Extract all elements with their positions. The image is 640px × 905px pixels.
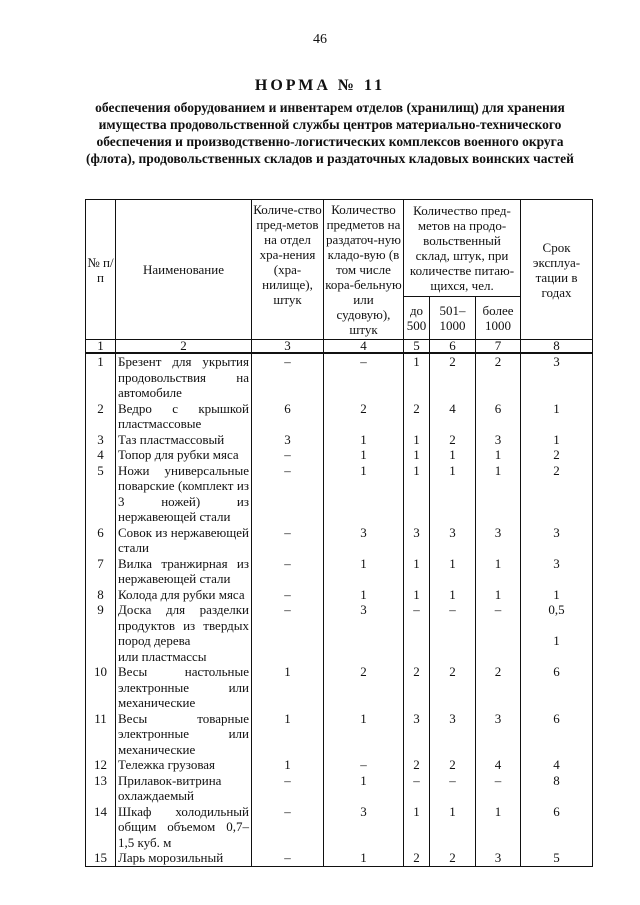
item-name: Ведро с крышкой пластмассовые: [116, 401, 252, 432]
warehouse-qty-501-1000: 1: [430, 447, 476, 463]
dispense-qty: 3: [324, 804, 404, 851]
table-row: [86, 556, 593, 587]
storage-qty: –: [252, 587, 324, 603]
service-term: 6: [521, 664, 593, 711]
warehouse-qty-up-to-500: 1: [404, 463, 430, 525]
warehouse-qty-501-1000: 2: [430, 353, 476, 401]
row-number: 15: [86, 850, 116, 866]
storage-qty: 6: [252, 401, 324, 432]
header-service-term: Срок эксплуа-тации в годах: [521, 200, 593, 340]
warehouse-qty-up-to-500: 3: [404, 711, 430, 758]
item-name: Весы товарные электронные или механические: [116, 711, 252, 758]
warehouse-qty-up-to-500: 3: [404, 525, 430, 556]
row-number: 8: [86, 587, 116, 603]
warehouse-qty-over-1000: –: [476, 602, 521, 664]
row-number: 10: [86, 664, 116, 711]
row-number: 9: [86, 602, 116, 664]
column-number: 4: [324, 340, 404, 354]
warehouse-qty-up-to-500: 2: [404, 664, 430, 711]
dispense-qty: 2: [324, 664, 404, 711]
warehouse-qty-501-1000: 1: [430, 587, 476, 603]
item-name: Топор для рубки мяса: [116, 447, 252, 463]
table-row: [86, 525, 593, 556]
storage-qty: 1: [252, 664, 324, 711]
warehouse-qty-over-1000: 3: [476, 432, 521, 448]
row-number: 6: [86, 525, 116, 556]
warehouse-qty-up-to-500: –: [404, 773, 430, 804]
column-number: 3: [252, 340, 324, 354]
header-over-1000: более 1000: [476, 297, 521, 340]
table-row: [86, 463, 593, 525]
table-row: [86, 447, 593, 463]
table-row: [86, 757, 593, 773]
warehouse-qty-up-to-500: 1: [404, 556, 430, 587]
table-row: [86, 773, 593, 804]
column-numbers-row: [86, 340, 593, 354]
service-term: 0,5 1: [521, 602, 593, 664]
item-name: Вилка транжирная из нержавеющей стали: [116, 556, 252, 587]
warehouse-qty-501-1000: –: [430, 602, 476, 664]
header-dispense-qty: Количество предметов на раздаточ-ную кладо-вую (в том числе кора-бельную или судовую), штук: [324, 200, 404, 340]
dispense-qty: 1: [324, 432, 404, 448]
service-term: 2: [521, 447, 593, 463]
storage-qty: –: [252, 525, 324, 556]
storage-qty: –: [252, 556, 324, 587]
dispense-qty: 1: [324, 587, 404, 603]
warehouse-qty-over-1000: 1: [476, 447, 521, 463]
table-row: [86, 587, 593, 603]
row-number: 5: [86, 463, 116, 525]
warehouse-qty-501-1000: 2: [430, 664, 476, 711]
table-row: [86, 602, 593, 664]
item-name: Весы настольные электронные или механические: [116, 664, 252, 711]
table-row: [86, 850, 593, 866]
dispense-qty: 1: [324, 850, 404, 866]
service-term: 6: [521, 804, 593, 851]
warehouse-qty-501-1000: 2: [430, 850, 476, 866]
item-name: Колода для рубки мяса: [116, 587, 252, 603]
dispense-qty: 1: [324, 711, 404, 758]
warehouse-qty-up-to-500: 1: [404, 804, 430, 851]
warehouse-qty-over-1000: 2: [476, 664, 521, 711]
warehouse-qty-501-1000: 1: [430, 556, 476, 587]
warehouse-qty-up-to-500: 2: [404, 757, 430, 773]
dispense-qty: 1: [324, 773, 404, 804]
warehouse-qty-over-1000: 2: [476, 353, 521, 401]
warehouse-qty-up-to-500: 1: [404, 587, 430, 603]
row-number: 11: [86, 711, 116, 758]
service-term: 6: [521, 711, 593, 758]
norm-table: [85, 199, 593, 867]
row-number: 3: [86, 432, 116, 448]
service-term: 4: [521, 757, 593, 773]
item-name: Ларь морозильный: [116, 850, 252, 866]
service-term: 8: [521, 773, 593, 804]
row-number: 13: [86, 773, 116, 804]
header-name: Наименование: [116, 200, 252, 340]
storage-qty: –: [252, 463, 324, 525]
row-number: 1: [86, 353, 116, 401]
warehouse-qty-501-1000: 3: [430, 525, 476, 556]
warehouse-qty-up-to-500: 2: [404, 850, 430, 866]
row-number: 14: [86, 804, 116, 851]
storage-qty: –: [252, 804, 324, 851]
storage-qty: –: [252, 447, 324, 463]
item-name: Ножи универсальные поварские (комплект из 3 ножей) из нержавеющей стали: [116, 463, 252, 525]
storage-qty: –: [252, 850, 324, 866]
item-name: Доска для разделки продуктов из твердых пород дерева или пластмассы: [116, 602, 252, 664]
dispense-qty: 1: [324, 447, 404, 463]
table-row: [86, 711, 593, 758]
service-term: 1: [521, 432, 593, 448]
warehouse-qty-over-1000: 3: [476, 525, 521, 556]
service-term: 1: [521, 587, 593, 603]
header-501-1000: 501– 1000: [430, 297, 476, 340]
dispense-qty: 2: [324, 401, 404, 432]
item-name: Брезент для укрытия продовольствия на автомобиле: [116, 353, 252, 401]
item-name: Тележка грузовая: [116, 757, 252, 773]
warehouse-qty-501-1000: 1: [430, 804, 476, 851]
storage-qty: 3: [252, 432, 324, 448]
service-term: 3: [521, 353, 593, 401]
header-warehouse-qty: Количество пред-метов на продо-вольственный склад, штук, при количестве питаю-щихся, чел.: [404, 200, 521, 297]
service-term: 3: [521, 556, 593, 587]
warehouse-qty-up-to-500: 1: [404, 353, 430, 401]
row-number: 4: [86, 447, 116, 463]
warehouse-qty-up-to-500: 1: [404, 447, 430, 463]
row-number: 2: [86, 401, 116, 432]
service-term: 2: [521, 463, 593, 525]
warehouse-qty-501-1000: 1: [430, 463, 476, 525]
dispense-qty: –: [324, 757, 404, 773]
page-number: 46: [313, 32, 327, 47]
storage-qty: –: [252, 602, 324, 664]
warehouse-qty-over-1000: 3: [476, 850, 521, 866]
row-number: 12: [86, 757, 116, 773]
warehouse-qty-over-1000: 3: [476, 711, 521, 758]
document-title: НОРМА № 11: [254, 77, 386, 94]
column-number: 2: [116, 340, 252, 354]
warehouse-qty-over-1000: –: [476, 773, 521, 804]
storage-qty: 1: [252, 757, 324, 773]
warehouse-qty-up-to-500: 1: [404, 432, 430, 448]
warehouse-qty-over-1000: 1: [476, 804, 521, 851]
table-row: [86, 401, 593, 432]
column-number: 8: [521, 340, 593, 354]
item-name: Таз пластмассовый: [116, 432, 252, 448]
table-row: [86, 664, 593, 711]
column-number: 6: [430, 340, 476, 354]
header-num: № п/п: [86, 200, 116, 340]
table-row: [86, 432, 593, 448]
service-term: 5: [521, 850, 593, 866]
warehouse-qty-501-1000: –: [430, 773, 476, 804]
row-number: 7: [86, 556, 116, 587]
storage-qty: –: [252, 773, 324, 804]
column-number: 5: [404, 340, 430, 354]
header-storage-qty: Количе-ство пред-метов на отдел хра-нения (хра-нилище), штук: [252, 200, 324, 340]
warehouse-qty-over-1000: 1: [476, 587, 521, 603]
warehouse-qty-501-1000: 4: [430, 401, 476, 432]
dispense-qty: 3: [324, 525, 404, 556]
table-row: [86, 353, 593, 401]
dispense-qty: –: [324, 353, 404, 401]
warehouse-qty-over-1000: 1: [476, 556, 521, 587]
warehouse-qty-over-1000: 6: [476, 401, 521, 432]
service-term: 3: [521, 525, 593, 556]
dispense-qty: 3: [324, 602, 404, 664]
item-name: Шкаф холодильный общим объемом 0,7–1,5 куб. м: [116, 804, 252, 851]
table-row: [86, 804, 593, 851]
item-name: Прилавок-витрина охлаждаемый: [116, 773, 252, 804]
service-term: 1: [521, 401, 593, 432]
warehouse-qty-up-to-500: –: [404, 602, 430, 664]
item-name: Совок из нержавеющей стали: [116, 525, 252, 556]
dispense-qty: 1: [324, 556, 404, 587]
storage-qty: 1: [252, 711, 324, 758]
warehouse-qty-over-1000: 4: [476, 757, 521, 773]
header-up-to-500: до 500: [404, 297, 430, 340]
dispense-qty: 1: [324, 463, 404, 525]
column-number: 1: [86, 340, 116, 354]
warehouse-qty-501-1000: 3: [430, 711, 476, 758]
storage-qty: –: [252, 353, 324, 401]
column-number: 7: [476, 340, 521, 354]
warehouse-qty-up-to-500: 2: [404, 401, 430, 432]
warehouse-qty-501-1000: 2: [430, 757, 476, 773]
document-subtitle: обеспечения оборудованием и инвентарем отделов (хранилищ) для хранения имущества продовольственной службы центров материально-технического обеспечения и производственно-логистических комплексов военного округа (флота), продовольственных складов и раздаточных кладовых воинских частей: [86, 100, 574, 166]
warehouse-qty-over-1000: 1: [476, 463, 521, 525]
warehouse-qty-501-1000: 2: [430, 432, 476, 448]
